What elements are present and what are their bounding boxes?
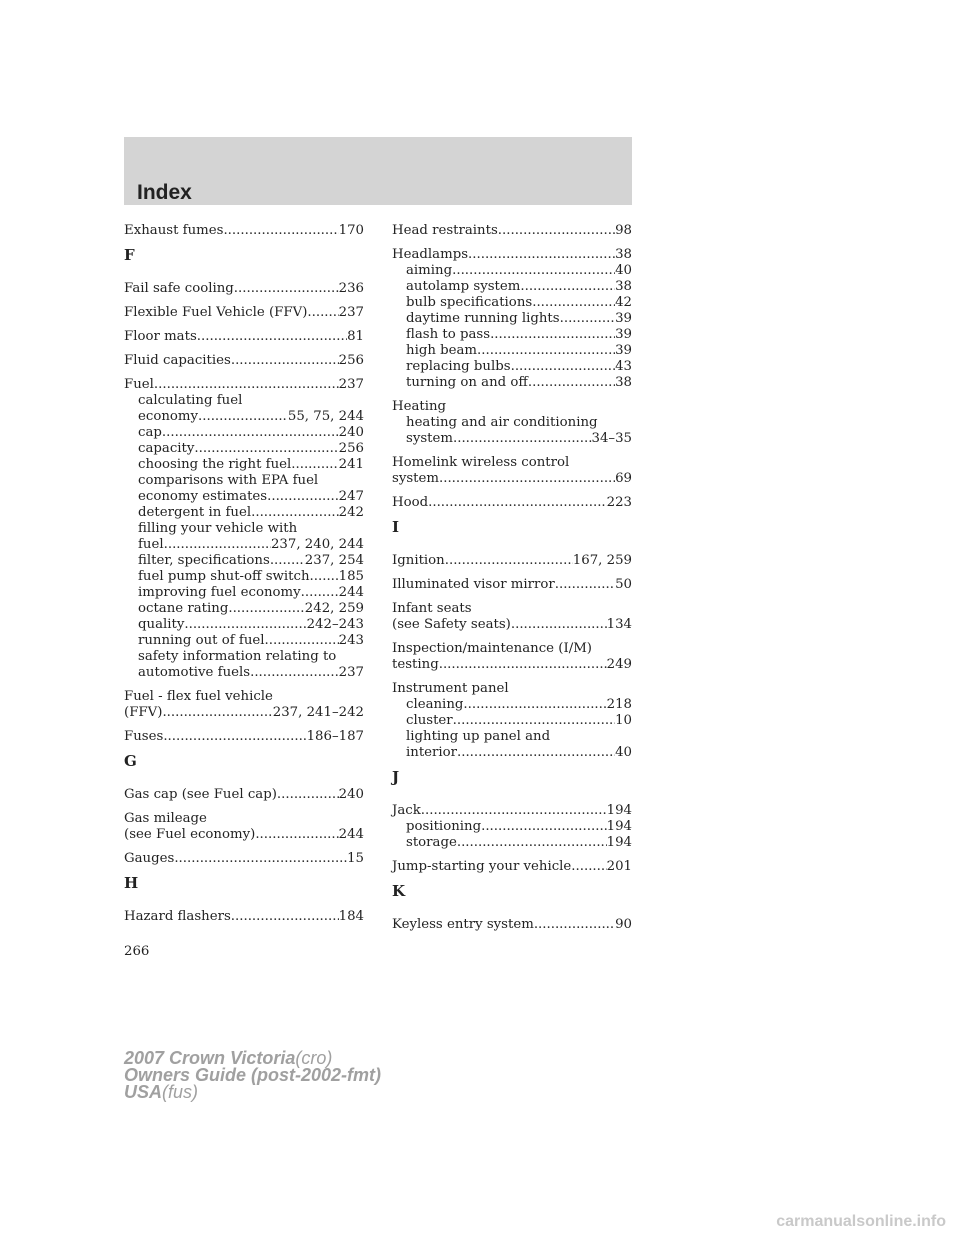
entry-label: Hazard flashers [124, 909, 231, 924]
dot-leader [162, 705, 272, 721]
entry-line [124, 689, 364, 705]
dot-leader [277, 787, 339, 803]
page-ref: 69 [615, 471, 632, 486]
header-band [124, 137, 632, 205]
page-ref: 237 [338, 377, 364, 392]
watermark: carmanualsonline.info [776, 1213, 946, 1230]
entry-line [392, 223, 632, 239]
sub-entry [392, 431, 632, 447]
section-letter: F [124, 246, 135, 264]
entry-label: Fuel [124, 377, 154, 392]
dot-leader [162, 425, 339, 441]
entry-continuation [392, 471, 632, 487]
dot-leader [490, 327, 615, 343]
page-ref: 240 [338, 787, 364, 802]
dot-leader [291, 457, 338, 473]
dot-leader [528, 375, 615, 391]
index-entry [124, 787, 364, 803]
entry-label: octane rating [138, 601, 229, 616]
dot-leader [154, 377, 339, 393]
page-ref: 98 [615, 223, 632, 238]
dot-leader [453, 713, 615, 729]
page-ref: 39 [615, 327, 632, 342]
section-letter: G [124, 752, 137, 770]
entry-line [392, 455, 632, 471]
entry-line [392, 859, 632, 875]
dot-leader [445, 553, 573, 569]
index-entry [124, 223, 364, 239]
entry-label: Hood [392, 495, 429, 510]
entry-label: improving fuel economy [138, 585, 301, 600]
page-ref: 244 [338, 827, 364, 842]
sub-entry [392, 327, 632, 343]
index-entry [392, 495, 632, 511]
section-letter: J [392, 768, 400, 786]
entry-label: bulb specifications [406, 295, 533, 310]
entry-line [392, 247, 632, 263]
index-entry [392, 399, 632, 447]
footer [124, 1050, 381, 1101]
dot-leader [231, 353, 339, 369]
index-entry [392, 223, 632, 239]
entry-continuation [392, 617, 632, 633]
dot-leader [534, 917, 615, 933]
entry-line [392, 601, 632, 617]
entry-label: detergent in fuel [138, 505, 252, 520]
sub-entry [392, 819, 632, 835]
entry-line [124, 909, 364, 925]
sub-entry [124, 633, 364, 649]
entry-line [392, 399, 632, 415]
page-ref: 240 [338, 425, 364, 440]
page-title: Index [137, 181, 192, 204]
index-entry [392, 247, 632, 391]
dot-leader [571, 859, 606, 875]
dot-leader [511, 617, 607, 633]
page-ref: 223 [606, 495, 632, 510]
page-ref: 40 [615, 263, 632, 278]
page-ref: 39 [615, 343, 632, 358]
page-ref: 237, 241–242 [272, 705, 364, 720]
sub-entry [392, 279, 632, 295]
dot-leader [439, 471, 615, 487]
entry-line [392, 553, 632, 569]
entry-label: Homelink wireless control [392, 455, 570, 470]
footer-market: USA [124, 1082, 163, 1102]
entry-label: choosing the right fuel [138, 457, 292, 472]
page-ref: 38 [615, 375, 632, 390]
footer-vehicle-code: (cro) [295, 1048, 333, 1068]
page-ref: 81 [347, 329, 364, 344]
page-ref: 186–187 [306, 729, 364, 744]
entry-line [124, 353, 364, 369]
entry-label: Fluid capacities [124, 353, 231, 368]
sub-entry [124, 425, 364, 441]
sub-entry [392, 415, 632, 431]
index-entry [124, 305, 364, 321]
page-ref: 242 [338, 505, 364, 520]
entry-label: replacing bulbs [406, 359, 511, 374]
dot-leader [228, 601, 304, 617]
sub-entry [124, 457, 364, 473]
dot-leader [194, 441, 338, 457]
sub-entry [392, 697, 632, 713]
page-ref: 184 [338, 909, 364, 924]
entry-label: Instrument panel [392, 681, 509, 696]
entry-label: lighting up panel and [406, 729, 551, 744]
entry-label: system [406, 431, 453, 446]
sub-entry [124, 521, 364, 537]
entry-label: cluster [406, 713, 453, 728]
entry-label: Floor mats [124, 329, 197, 344]
index-entry [124, 811, 364, 843]
footer-vehicle: 2007 Crown Victoria [124, 1048, 296, 1068]
page-ref: 55, 75, 244 [287, 409, 364, 424]
entry-label: system [392, 471, 439, 486]
page-ref: 247 [338, 489, 364, 504]
entry-line [392, 803, 632, 819]
dot-leader [250, 665, 339, 681]
sub-entry [124, 649, 364, 665]
sub-entry [392, 343, 632, 359]
index-entry [392, 601, 632, 633]
index-entry [392, 553, 632, 569]
entry-label: autolamp system [406, 279, 521, 294]
page-ref: 42 [615, 295, 632, 310]
dot-leader [463, 697, 606, 713]
entry-label: (see Fuel economy) [124, 827, 256, 842]
sub-entry [392, 263, 632, 279]
sub-entry [124, 537, 364, 553]
dot-leader [270, 553, 305, 569]
dot-leader [231, 909, 339, 925]
page-ref: 237, 240, 244 [270, 537, 364, 552]
sub-entry [392, 729, 632, 745]
dot-leader [428, 495, 606, 511]
index-entry [392, 859, 632, 875]
footer-guide: Owners Guide (post-2002-fmt) [124, 1065, 382, 1085]
sub-entry [124, 409, 364, 425]
entry-label: flash to pass [406, 327, 491, 342]
page-ref: 170 [338, 223, 364, 238]
dot-leader [520, 279, 615, 295]
dot-leader [164, 537, 271, 553]
dot-leader [453, 431, 592, 447]
index-entry [124, 689, 364, 721]
entry-label: storage [406, 835, 457, 850]
dot-leader [198, 409, 288, 425]
entry-label: cap [138, 425, 162, 440]
sub-entry [392, 713, 632, 729]
entry-line [392, 641, 632, 657]
entry-label: Gauges [124, 851, 175, 866]
entry-continuation [392, 657, 632, 673]
entry-label: fuel [138, 537, 164, 552]
entry-line [392, 917, 632, 933]
entry-line [124, 223, 364, 239]
page-ref: 194 [606, 819, 632, 834]
dot-leader [307, 305, 338, 321]
entry-line [124, 305, 364, 321]
index-entry [124, 353, 364, 369]
entry-label: positioning [406, 819, 482, 834]
dot-leader [555, 577, 615, 593]
dot-leader [457, 745, 615, 761]
sub-entry [392, 295, 632, 311]
index-entry [124, 851, 364, 867]
dot-leader [197, 329, 347, 345]
page-ref: 39 [615, 311, 632, 326]
dot-leader [267, 489, 339, 505]
entry-line [124, 729, 364, 745]
sub-entry [124, 441, 364, 457]
page-ref: 38 [615, 279, 632, 294]
sub-entry [392, 835, 632, 851]
page-ref: 10 [615, 713, 632, 728]
entry-label: testing [392, 657, 439, 672]
entry-label: running out of fuel [138, 633, 265, 648]
sub-entry [392, 359, 632, 375]
index-entry [124, 909, 364, 925]
dot-leader [163, 729, 306, 745]
entry-label: filling your vehicle with [138, 521, 298, 536]
entry-line [392, 495, 632, 511]
dot-leader [477, 343, 615, 359]
page-ref: 241 [338, 457, 364, 472]
entry-label: Head restraints [392, 223, 498, 238]
entry-label: Flexible Fuel Vehicle (FFV) [124, 305, 308, 320]
page-ref: 40 [615, 745, 632, 760]
entry-label: cleaning [406, 697, 464, 712]
dot-leader [468, 247, 615, 263]
section-letter: H [124, 874, 139, 892]
page-number: 266 [124, 944, 150, 959]
page-ref: 249 [606, 657, 632, 672]
entry-line [392, 681, 632, 697]
index-entry [124, 377, 364, 681]
dot-leader [498, 223, 615, 239]
entry-label: Ignition [392, 553, 445, 568]
sub-entry [124, 617, 364, 633]
entry-continuation [124, 705, 364, 721]
dot-leader [532, 295, 615, 311]
index-column-right [392, 223, 632, 941]
entry-label: automotive fuels [138, 665, 251, 680]
entry-label: interior [406, 745, 457, 760]
entry-line [124, 851, 364, 867]
page-ref: 43 [615, 359, 632, 374]
entry-label: economy [138, 409, 199, 424]
entry-line [124, 329, 364, 345]
page-ref: 242, 259 [304, 601, 364, 616]
dot-leader [511, 359, 615, 375]
index-column-left [124, 223, 364, 933]
page-ref: 34–35 [591, 431, 632, 446]
page-ref: 237, 254 [304, 553, 364, 568]
page-ref: 242–243 [306, 617, 364, 632]
page-ref: 237 [338, 305, 364, 320]
index-entry [124, 329, 364, 345]
page-ref: 15 [347, 851, 364, 866]
entry-label: Fail safe cooling [124, 281, 234, 296]
entry-label: Illuminated visor mirror [392, 577, 555, 592]
footer-market-code: (fus) [162, 1082, 199, 1102]
sub-entry [392, 311, 632, 327]
sub-entry [124, 665, 364, 681]
sub-entry [124, 393, 364, 409]
page-ref: 194 [606, 803, 632, 818]
entry-label: (FFV) [124, 705, 163, 720]
dot-leader [439, 657, 607, 673]
index-entry [124, 281, 364, 297]
entry-label: calculating fuel [138, 393, 243, 408]
dot-leader [174, 851, 347, 867]
entry-label: safety information relating to [138, 649, 337, 664]
dot-leader [184, 617, 306, 633]
page-ref: 243 [338, 633, 364, 648]
page-ref: 244 [338, 585, 364, 600]
entry-label: Headlamps [392, 247, 469, 262]
section-letter: K [392, 882, 406, 900]
entry-label: Heating [392, 399, 447, 414]
entry-line [124, 811, 364, 827]
page-ref: 256 [338, 353, 364, 368]
sub-entry [124, 505, 364, 521]
page-ref: 167, 259 [572, 553, 632, 568]
page-ref: 256 [338, 441, 364, 456]
entry-label: Jump-starting your vehicle [392, 859, 572, 874]
page-ref: 218 [606, 697, 632, 712]
entry-label: quality [138, 617, 185, 632]
entry-label: Gas cap (see Fuel cap) [124, 787, 277, 802]
index-entry [392, 455, 632, 487]
dot-leader [457, 835, 607, 851]
dot-leader [560, 311, 615, 327]
page-ref: 201 [606, 859, 632, 874]
page-ref: 237 [338, 665, 364, 680]
entry-label: heating and air conditioning [406, 415, 598, 430]
dot-leader [223, 223, 338, 239]
page-ref: 38 [615, 247, 632, 262]
dot-leader [452, 263, 615, 279]
page-ref: 236 [338, 281, 364, 296]
sub-entry [124, 473, 364, 489]
entry-label: Inspection/maintenance (I/M) [392, 641, 592, 656]
section-letter: I [392, 518, 400, 536]
index-entry [392, 917, 632, 933]
index-entry [124, 729, 364, 745]
page-ref: 194 [606, 835, 632, 850]
dot-leader [251, 505, 338, 521]
entry-line [392, 577, 632, 593]
entry-label: Fuses [124, 729, 164, 744]
entry-label: Keyless entry system [392, 917, 534, 932]
index-entry [392, 577, 632, 593]
sub-entry [124, 489, 364, 505]
dot-leader [301, 585, 339, 601]
sub-entry [392, 375, 632, 391]
entry-label: daytime running lights [406, 311, 560, 326]
entry-label: fuel pump shut-off switch [138, 569, 310, 584]
sub-entry [124, 601, 364, 617]
entry-label: (see Safety seats) [392, 617, 511, 632]
index-entry [392, 641, 632, 673]
entry-label: comparisons with EPA fuel [138, 473, 319, 488]
dot-leader [234, 281, 339, 297]
entry-label: Jack [392, 803, 421, 818]
entry-label: aiming [406, 263, 453, 278]
sub-entry [124, 585, 364, 601]
entry-label: Fuel - flex fuel vehicle [124, 689, 273, 704]
entry-line [124, 787, 364, 803]
entry-label: Gas mileage [124, 811, 207, 826]
entry-label: filter, specifications [138, 553, 270, 568]
sub-entry [124, 553, 364, 569]
entry-line [124, 281, 364, 297]
dot-leader [310, 569, 339, 585]
entry-label: economy estimates [138, 489, 268, 504]
page-ref: 90 [615, 917, 632, 932]
dot-leader [421, 803, 607, 819]
page-ref: 185 [338, 569, 364, 584]
page-ref: 134 [606, 617, 632, 632]
dot-leader [481, 819, 607, 835]
entry-line [124, 377, 364, 393]
sub-entry [124, 569, 364, 585]
entry-label: Exhaust fumes [124, 223, 224, 238]
entry-label: turning on and off [406, 375, 528, 390]
entry-label: capacity [138, 441, 195, 456]
entry-label: high beam [406, 343, 478, 358]
index-entry [392, 803, 632, 851]
index-entry [392, 681, 632, 761]
page-ref: 50 [615, 577, 632, 592]
entry-label: Infant seats [392, 601, 472, 616]
sub-entry [392, 745, 632, 761]
dot-leader [265, 633, 339, 649]
entry-continuation [124, 827, 364, 843]
dot-leader [255, 827, 338, 843]
